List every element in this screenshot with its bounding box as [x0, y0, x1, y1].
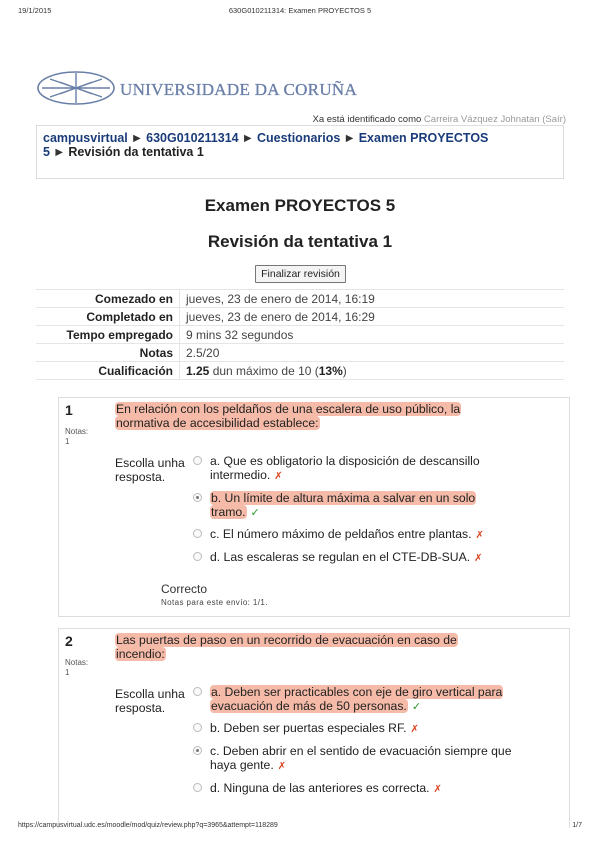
answer-option[interactable]	[193, 744, 523, 774]
breadcrumb-current: Revisión da tentativa 1	[68, 145, 204, 159]
question-text-highlight: Las puertas de paso en un recorrido de evacuación en caso de incendio:	[116, 633, 457, 661]
incorrect-icon: ✗	[274, 471, 283, 482]
print-header	[18, 6, 582, 18]
question-number: 2	[65, 633, 73, 649]
radio-button[interactable]	[193, 783, 202, 792]
breadcrumb-quizzes[interactable]: Cuestionarios	[256, 131, 341, 145]
question-2	[58, 628, 570, 828]
incorrect-icon: ✗	[475, 530, 484, 541]
grade-end: )	[342, 363, 347, 378]
answer-text: d. Ninguna de las anteriores es correcta.	[210, 781, 430, 795]
login-info: Xa está identificado como Carreira Vázquez Johnatan (Saír)	[312, 114, 566, 125]
question-text	[115, 402, 505, 430]
radio-button[interactable]	[193, 723, 202, 732]
radio-button[interactable]	[193, 529, 202, 538]
correct-icon: ✓	[411, 701, 422, 713]
grade-score: 1.25	[186, 363, 210, 378]
grade-middle: dun máximo de 10 (	[209, 363, 319, 378]
summary-label: Notas	[36, 344, 180, 362]
finish-review-button[interactable]: Finalizar revisión	[255, 265, 346, 283]
university-logo[interactable]	[36, 68, 358, 108]
question-grade	[65, 658, 88, 678]
attempt-summary-table	[36, 289, 564, 380]
answer-list	[193, 454, 523, 573]
summary-value: jueves, 23 de enero de 2014, 16:29	[180, 308, 565, 326]
answer-option[interactable]	[193, 491, 523, 520]
question-text-highlight: En relación con los peldaños de una escalera de uso público, la normativa de accesibilidad establece:	[116, 402, 461, 430]
breadcrumb: campusvirtual ► 630G010211314 ► Cuestionarios ► Examen PROYECTOS 5 ► Revisión da tentativa 1	[36, 125, 564, 179]
summary-value: jueves, 23 de enero de 2014, 16:19	[180, 290, 565, 308]
summary-label: Completado en	[36, 308, 180, 326]
radio-button[interactable]	[193, 456, 202, 465]
answer-list	[193, 685, 523, 804]
summary-label: Tempo empregado	[36, 326, 180, 344]
answer-prompt: Escolla unha resposta.	[115, 456, 185, 484]
summary-row	[36, 362, 564, 380]
answer-option[interactable]	[193, 685, 523, 714]
summary-row	[36, 308, 564, 326]
question-feedback	[161, 582, 268, 607]
print-url: https://campusvirtual.udc.es/moodle/mod/quiz/review.php?q=3965&attempt=118289	[18, 822, 278, 829]
login-prefix: Xa está identificado como	[312, 114, 422, 125]
incorrect-icon: ✗	[433, 784, 442, 795]
print-page-number: 1/7	[572, 822, 582, 829]
user-name-link[interactable]: Carreira Vázquez Johnatan	[423, 114, 540, 125]
breadcrumb-quiz[interactable]: Examen PROYECTOS 5	[43, 131, 489, 159]
grade-max: 1	[65, 668, 70, 677]
breadcrumb-home[interactable]: campusvirtual	[43, 131, 128, 145]
grade-label: Notas:	[65, 658, 89, 667]
answer-option[interactable]	[193, 527, 523, 543]
grade-label: Notas:	[65, 427, 89, 436]
grade-max: 1	[65, 437, 70, 446]
feedback-result: Correcto	[161, 582, 208, 596]
answer-option[interactable]	[193, 781, 523, 797]
answer-text: b. Un límite de altura máxima a salvar en un solo tramo.	[211, 491, 476, 519]
summary-value: 9 mins 32 segundos	[180, 326, 565, 344]
quiz-title: Examen PROYECTOS 5	[204, 196, 396, 215]
correct-icon: ✓	[250, 507, 260, 519]
summary-row	[36, 326, 564, 344]
university-emblem-icon	[36, 68, 116, 108]
print-date: 19/1/2015	[18, 6, 52, 15]
answer-text: a. Que es obligatorio la disposición de descansillo intermedio.	[210, 454, 480, 482]
summary-label: Comezado en	[36, 290, 180, 308]
summary-row	[36, 344, 564, 362]
incorrect-icon: ✗	[474, 553, 483, 564]
radio-button-selected[interactable]	[193, 746, 202, 755]
summary-label: Cualificación	[36, 362, 180, 380]
answer-text: c. Deben abrir en el sentido de evacuación siempre que haya gente.	[210, 744, 512, 772]
answer-option[interactable]	[193, 721, 523, 737]
print-footer	[18, 822, 582, 834]
feedback-score: Notas para este envío: 1/1.	[161, 598, 268, 607]
question-number: 1	[65, 402, 73, 418]
summary-value: 2.5/20	[180, 344, 565, 362]
breadcrumb-course[interactable]: 630G010211314	[146, 131, 239, 145]
grade-value	[180, 362, 565, 380]
summary-row	[36, 290, 564, 308]
logout-link[interactable]: Saír	[545, 114, 563, 125]
answer-text: a. Deben ser practicables con eje de giro vertical para evacuación de más de 50 personas.	[211, 685, 503, 713]
print-title: 630G010211314: Examen PROYECTOS 5	[228, 6, 372, 15]
answer-prompt: Escolla unha resposta.	[115, 687, 185, 715]
radio-button[interactable]	[193, 552, 202, 561]
incorrect-icon: ✗	[410, 724, 419, 735]
answer-text: b. Deben ser puertas especiales RF.	[210, 721, 407, 735]
question-grade	[65, 427, 88, 447]
answer-option[interactable]	[193, 454, 523, 484]
answer-text: d. Las escaleras se regulan en el CTE-DB-SUA.	[210, 550, 471, 564]
incorrect-icon: ✗	[277, 761, 287, 772]
radio-button-selected[interactable]	[193, 493, 202, 502]
review-title: Revisión da tentativa 1	[207, 232, 393, 251]
question-text	[115, 633, 505, 661]
radio-button[interactable]	[193, 687, 202, 696]
university-name: UNIVERSIDADE DA CORUÑA	[120, 80, 358, 99]
question-1	[58, 397, 570, 617]
grade-percent: 13%	[318, 363, 343, 378]
answer-option[interactable]	[193, 550, 523, 566]
answer-text: c. El número máximo de peldaños entre plantas.	[210, 527, 472, 541]
